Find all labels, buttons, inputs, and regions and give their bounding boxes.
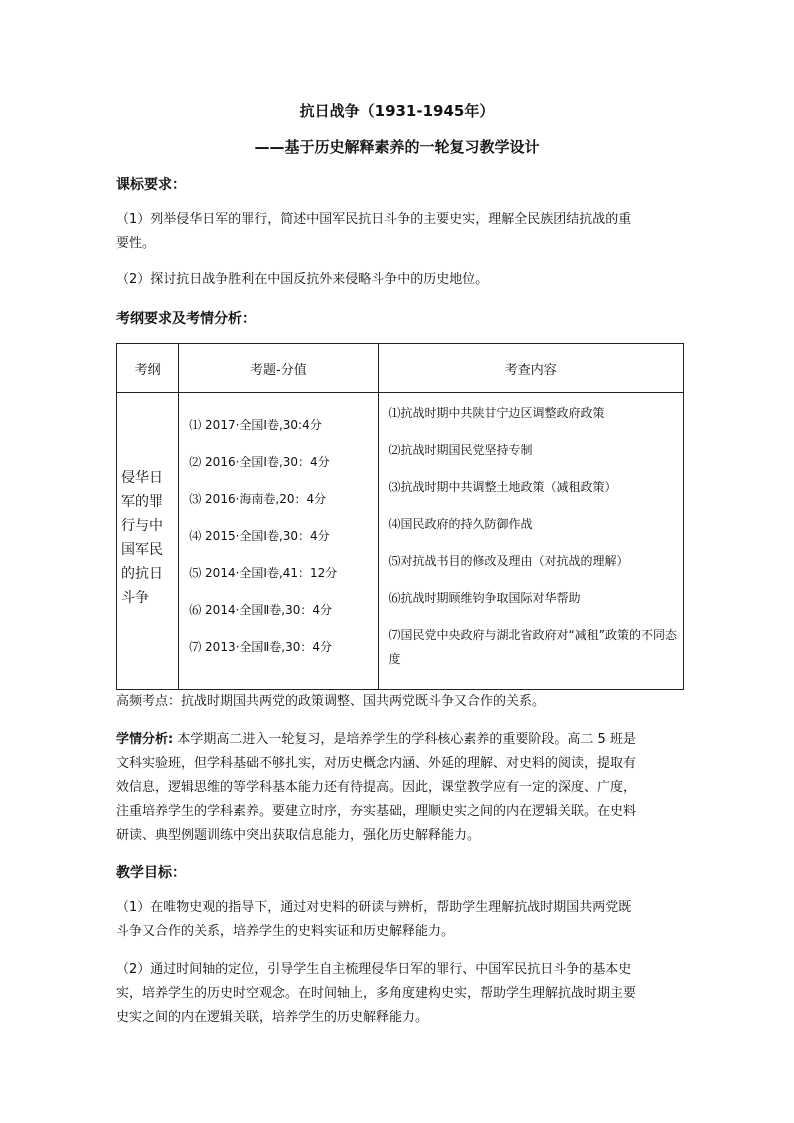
category-line: 的抗日 [121, 566, 163, 582]
category-line: 侵华日 [121, 470, 163, 486]
document-subtitle: ——基于历史解释素养的一轮复习教学设计 [254, 138, 540, 156]
teaching-goal-2 [116, 958, 636, 1030]
content-item: ⑷国民政府的持久防御作战 [388, 517, 533, 531]
teaching-goal-1 [116, 896, 631, 944]
goal-line: （2）通过时间轴的定位，引导学生自主梳理侵华日军的罪行、中国军民抗日斗争的基本史 [116, 962, 632, 977]
student-analysis-line: 研读、典型例题训练中突出获取信息能力，强化历史解释能力。 [116, 828, 481, 843]
content-item: ⑺国民党中央政府与湖北省政府对“减租”政策的不同态度 [388, 628, 677, 666]
curriculum-item: （1）列举侵华日军的罪行，简述中国军民抗日斗争的主要史实，理解全民族团结抗战的重 [116, 212, 632, 227]
goal-line: 斗争又合作的关系，培养学生的史料实证和历史解释能力。 [116, 924, 455, 939]
column-header: 考题-分值 [179, 344, 378, 393]
category-cell [117, 393, 179, 690]
curriculum-item: 要性。 [116, 236, 156, 251]
table-row [117, 393, 684, 690]
student-analysis-line: 效信息，逻辑思维的等学科基本能力还有待提高。因此，课堂教学应有一定的深度、广度， [116, 780, 637, 795]
goal-line: 史实之间的内在逻辑关联，培养学生的历史解释能力。 [116, 1010, 429, 1025]
document-title: 抗日战争（1931-1945年） [299, 102, 495, 120]
content-item: ⑸对抗战书目的修改及理由（对抗战的理解） [388, 554, 629, 568]
category-line: 军的罪 [121, 494, 163, 510]
student-analysis-line: 注重培养学生的学科素养。要建立时序，夯实基础，理顺史实之间的内在逻辑关联。在史料 [116, 804, 637, 819]
content-item: ⑵抗战时期国民党坚持专制 [388, 443, 533, 457]
table-header-row [117, 344, 684, 393]
student-analysis [116, 728, 696, 848]
score-item: ⑵ 2016·全国Ⅰ卷,30：4分 [189, 455, 330, 469]
teaching-goals-heading: 教学目标： [116, 865, 186, 881]
goal-line: 实，培养学生的历史时空观念。在时间轴上，多角度建构史实，帮助学生理解抗战时期主要 [116, 986, 637, 1001]
score-item: ⑶ 2016·海南卷,20：4分 [189, 492, 327, 506]
content-cell [378, 393, 683, 690]
goal-line: （1）在唯物史观的指导下，通过对史料的研读与辨析，帮助学生理解抗战时期国共两党既 [116, 900, 632, 915]
student-analysis-label: 学情分析: [116, 732, 174, 747]
column-header: 考纲 [117, 344, 179, 393]
student-analysis-line: 文科实验班，但学科基础不够扎实，对历史概念内涵、外延的理解、对史料的阅读，提取有 [116, 756, 637, 771]
score-item: ⑷ 2015·全国Ⅰ卷,30：4分 [189, 529, 330, 543]
content-item: ⑹抗战时期顾维钧争取国际对华帮助 [388, 591, 581, 605]
score-item: ⑸ 2014·全国Ⅰ卷,41：12分 [189, 566, 338, 580]
category-line: 行与中 [121, 518, 163, 534]
score-item: ⑺ 2013·全国Ⅱ卷,30：4分 [189, 640, 333, 654]
category-line: 斗争 [121, 590, 149, 606]
score-cell [179, 393, 378, 690]
content-item: ⑶抗战时期中共调整土地政策（减租政策） [388, 480, 617, 494]
curriculum-item: （2）探讨抗日战争胜利在中国反抗外来侵略斗争中的历史地位。 [116, 272, 489, 287]
exam-analysis-table [116, 343, 684, 690]
score-item: ⑹ 2014·全国Ⅱ卷,30：4分 [189, 603, 333, 617]
curriculum-heading: 课标要求： [116, 177, 186, 193]
exam-analysis-heading: 考纲要求及考情分析： [116, 311, 256, 327]
column-header: 考查内容 [378, 344, 683, 393]
high-frequency-note: 高频考点：抗战时期国共两党的政策调整、国共两党既斗争又合作的关系。 [116, 694, 546, 709]
student-analysis-line: 本学期高二进入一轮复习，是培养学生的学科核心素养的重要阶段。高二 5 班是 [173, 732, 636, 747]
score-item: ⑴ 2017·全国Ⅰ卷,30:4分 [189, 418, 322, 432]
category-line: 国军民 [121, 542, 163, 558]
content-item: ⑴抗战时期中共陕甘宁边区调整政府政策 [388, 406, 605, 420]
